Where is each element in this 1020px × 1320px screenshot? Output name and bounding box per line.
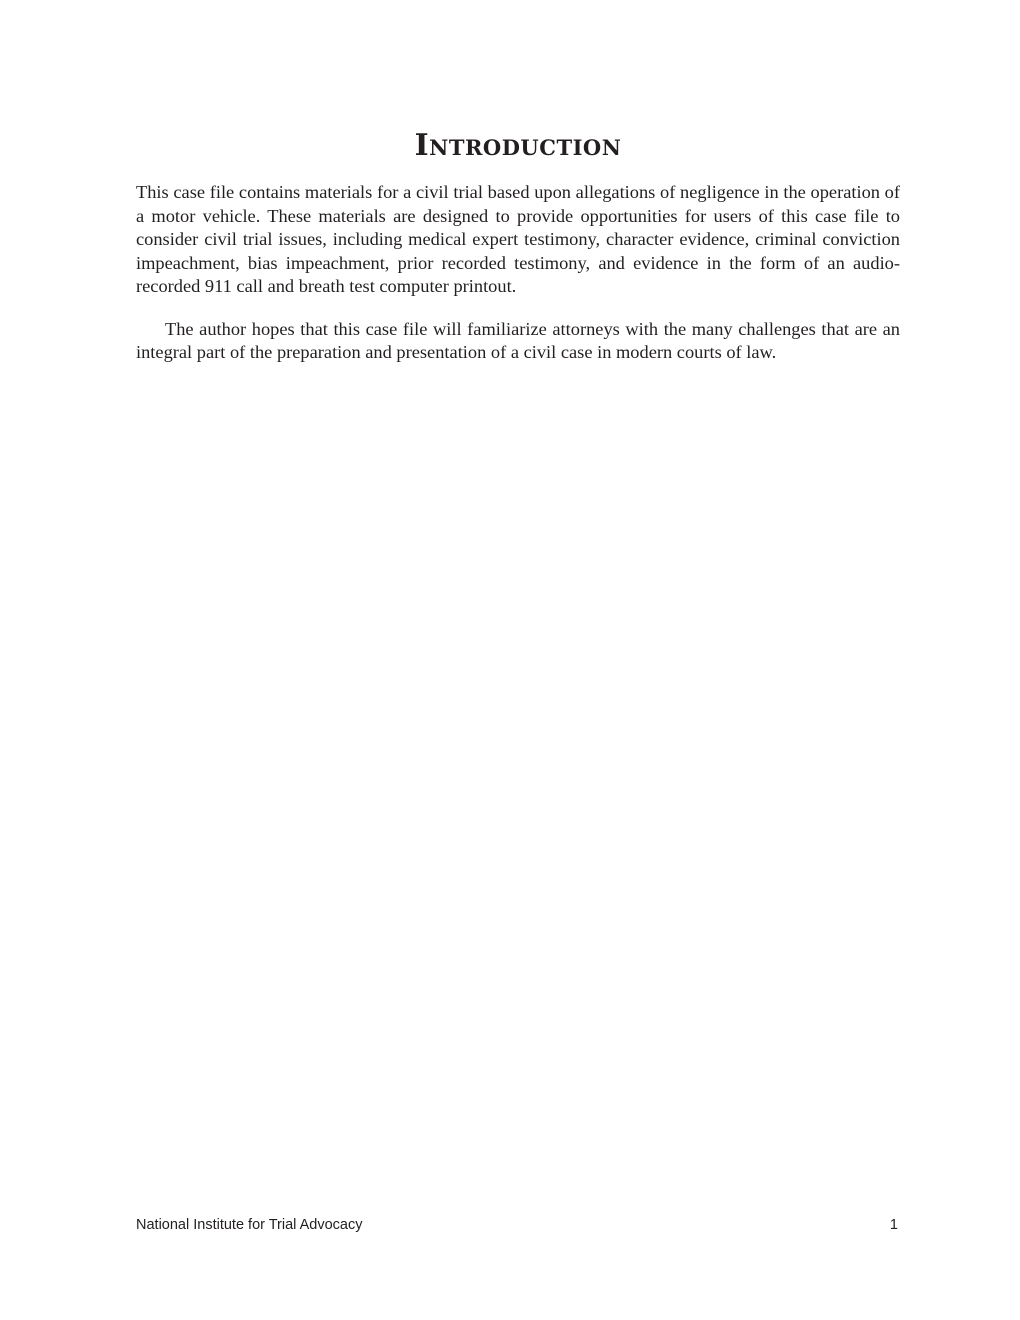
body-text [136, 181, 900, 365]
footer-page-number: 1 [889, 1217, 898, 1233]
footer-publisher: National Institute for Trial Advocacy [136, 1217, 363, 1233]
page-title: Introduction [414, 128, 622, 163]
paragraph-2: The author hopes that this case file will familiarize attorneys with the many challenges that are an integral part of the preparation and presentation of a civil case in modern courts of law. [136, 318, 900, 362]
page-footer [136, 1214, 900, 1236]
paragraph-1: This case file contains materials for a civil trial based upon allegations of negligence in the operation of a motor vehicle. These materials are designed to provide opportunities for users of this case file to consider civil trial issues, including medical expert testimony, character evidence, criminal conviction impeachment, bias impeachment, prior recorded testimony, and evidence in the form of an audio-recorded 911 call and breath test computer printout. [136, 182, 900, 296]
